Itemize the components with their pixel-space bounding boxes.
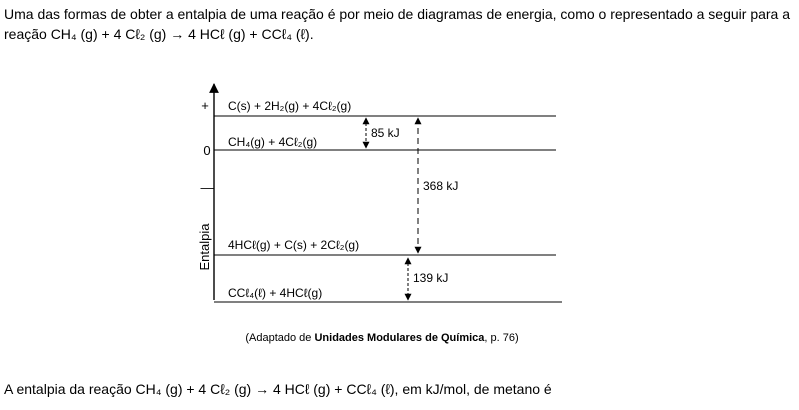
intro-line-2: reação CH₄ (g) + 4 Cℓ₂ (g) → 4 HCℓ (g) + CCℓ₄ (ℓ). bbox=[4, 26, 314, 42]
level-label-elements: C(s) + 2H₂(g) + 4Cℓ₂(g) bbox=[228, 99, 352, 113]
question-paragraph: A entalpia da reação CH₄ (g) + 4 Cℓ₂ (g) → 4 HCℓ (g) + CCℓ₄ (ℓ), em kJ/mol, de metano é bbox=[4, 381, 552, 397]
arrow-139-label: 139 kJ bbox=[413, 271, 449, 285]
level-label-intermediate: 4HCℓ(g) + C(s) + 2Cℓ₂(g) bbox=[228, 238, 360, 252]
level-label-products: CCℓ₄(ℓ) + 4HCℓ(g) bbox=[228, 286, 323, 300]
caption-prefix: (Adaptado de bbox=[245, 332, 315, 344]
axis-zero-label: 0 bbox=[203, 143, 211, 158]
diagram-caption bbox=[245, 332, 518, 344]
caption-suffix: , p. 76) bbox=[484, 332, 519, 344]
level-label-reactants: CH₄(g) + 4Cℓ₂(g) bbox=[228, 135, 318, 149]
arrow-368-label: 368 kJ bbox=[423, 179, 459, 193]
intro-line-1: Uma das formas de obter a entalpia de uma reação é por meio de diagramas de energia, como o representado a seguir para a bbox=[4, 6, 791, 22]
caption-source: Unidades Modulares de Química bbox=[314, 332, 485, 344]
axis-minus-label: — bbox=[200, 180, 214, 195]
axis-ylabel: Entalpia bbox=[197, 223, 212, 271]
axis-plus-label: + bbox=[201, 98, 209, 113]
arrow-85-label: 85 kJ bbox=[371, 126, 400, 140]
